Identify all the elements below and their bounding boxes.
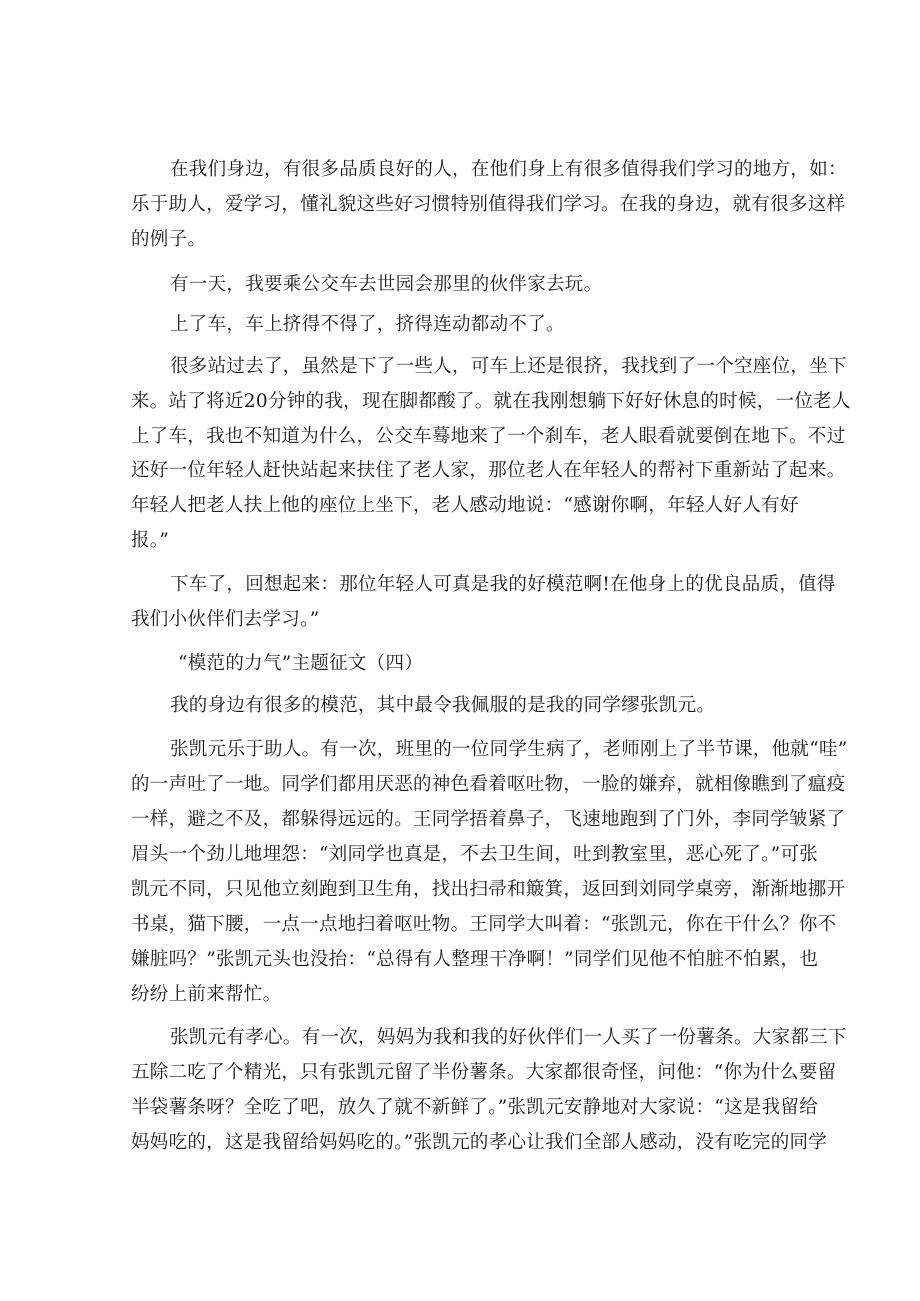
- paragraph-line: 书桌，猫下腰，一点一点地扫着呕吐物。王同学大叫着：“张凯元，你在干什么？你不: [131, 914, 837, 935]
- paragraph-line: 妈妈吃的，这是我留给妈妈吃的。”张凯元的孝心让我们全部人感动，没有吃完的同学: [131, 1132, 828, 1153]
- paragraph-line: 下车了，回想起来：那位年轻人可真是我的好模范啊!在他身上的优良品质，值得: [170, 574, 836, 595]
- paragraph-line: 张凯元有孝心。有一次，妈妈为我和我的好伙伴们一人买了一份薯条。大家都三下: [170, 1027, 847, 1048]
- paragraph-line: 在我们身边，有很多品质良好的人，在他们身上有很多值得我们学习的地方，如：: [170, 159, 847, 180]
- paragraph-line: 来。站了将近20分钟的我，现在脚都酸了。就在我刚想躺下好好休息的时候，一位老人: [131, 391, 851, 412]
- paragraph-line: 凯元不同，只见他立刻跑到卫生角，找出扫帚和簸箕，返回到刘同学桌旁，渐渐地挪开: [131, 879, 846, 900]
- paragraph-line: 五除二吃了个精光，只有张凯元留了半份薯条。大家都很奇怪，问他：“你为什么要留: [131, 1062, 837, 1083]
- paragraph-line: 一样，避之不及，都躲得远远的。王同学捂着鼻子，飞速地跑到了门外，李同学皱紧了: [131, 809, 846, 830]
- paragraph-line: 纷纷上前来帮忙。: [131, 984, 282, 1005]
- paragraph-line: 张凯元乐于助人。有一次，班里的一位同学生病了，老师刚上了半节课，他就“哇”: [170, 739, 848, 760]
- paragraph-line: 很多站过去了，虽然是下了一些人，可车上还是很挤，我找到了一个空座位，坐下: [170, 356, 847, 377]
- paragraph-line: 我们小伙伴们去学习。”: [131, 609, 320, 630]
- paragraph-line: 上了车，车上挤得不得了，挤得连动都动不了。: [170, 314, 565, 335]
- paragraph-line: 还好一位年轻人赶快站起来扶住了老人家，那位老人在年轻人的帮衬下重新站了起来。: [131, 460, 846, 481]
- paragraph-line: 我的身边有很多的模范，其中最令我佩服的是我的同学缪张凯元。: [170, 695, 716, 716]
- paragraph-line: 年轻人把老人扶上他的座位上坐下，老人感动地说：“感谢你啊，年轻人好人有好: [131, 495, 799, 516]
- paragraph-line: 乐于助人，爱学习，懂礼貌这些好习惯特别值得我们学习。在我的身边，就有很多这样: [131, 194, 846, 215]
- paragraph-line: 眉头一个劲儿地埋怨：“刘同学也真是，不去卫生间，吐到教室里，恶心死了。”可张: [131, 844, 819, 865]
- essay-heading: “模范的力气”主题征文（四）: [178, 653, 424, 674]
- paragraph-line: 上了车，我也不知道为什么，公交车蓦地来了一个刹车，老人眼看就要倒在地下。不过: [131, 426, 846, 447]
- paragraph-line: 报。”: [131, 530, 170, 551]
- paragraph-line: 有一天，我要乘公交车去世园会那里的伙伴家去玩。: [170, 274, 603, 295]
- paragraph-line: 嫌脏吗？”张凯元头也没抬：“总得有人整理干净啊！”同学们见他不怕脏不怕累，也: [131, 949, 819, 970]
- paragraph-line: 的一声吐了一地。同学们都用厌恶的神色看着呕吐物，一脸的嫌弃，就相像瞧到了瘟疫: [131, 774, 846, 795]
- paragraph-line: 的例子。: [131, 229, 207, 250]
- paragraph-line: 半袋薯条呀？全吃了吧，放久了就不新鲜了。”张凯元安静地对大家说：“这是我留给: [131, 1097, 819, 1118]
